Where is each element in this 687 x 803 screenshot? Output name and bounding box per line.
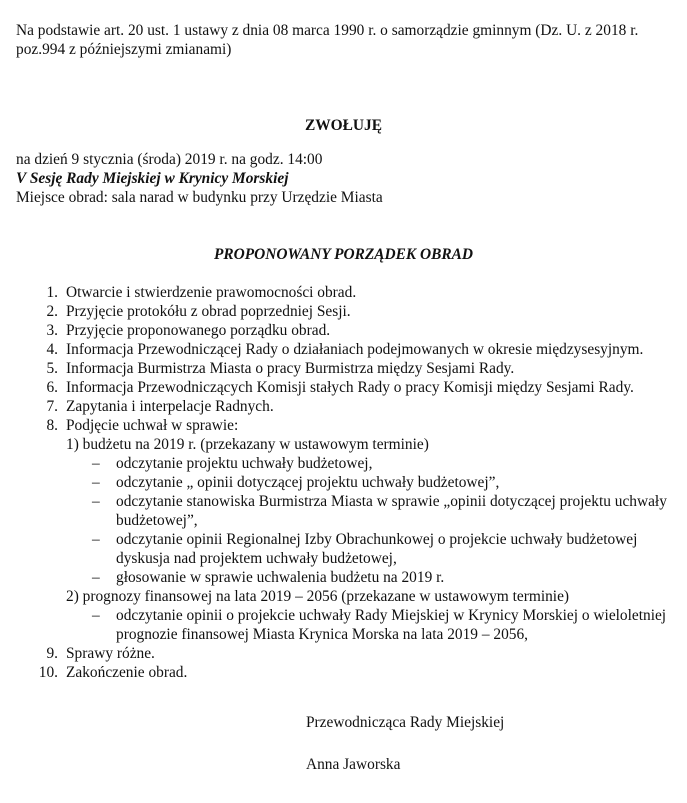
agenda-title: PROPONOWANY PORZĄDEK OBRAD <box>213 246 474 263</box>
budget-step <box>66 530 676 568</box>
session-name: V Sesję Rady Miejskiej w Krynicy Morskiej <box>16 170 289 187</box>
agenda-item-text: Otwarcie i stwierdzenie prawomocności obrad. <box>66 284 357 301</box>
dash-bullet: – <box>92 455 100 472</box>
agenda-item-number: 5. <box>46 360 58 377</box>
agenda-item-number: 3. <box>46 322 58 339</box>
forecast-step-text: odczytanie opinii o projekcie uchwały Rady Miejskiej w Krynicy Morskiej o wieloletniej prognozie finansowej Miasta Krynica Morska na lata 2019 – 2056, <box>116 607 667 643</box>
dash-bullet: – <box>92 493 100 510</box>
agenda-item-text: Podjęcie uchwał w sprawie: <box>66 417 239 434</box>
agenda-list <box>16 283 676 682</box>
signatory-role: Przewodnicząca Rady Miejskiej <box>306 714 505 731</box>
forecast-step <box>66 606 676 644</box>
agenda-item-text: Przyjęcie protokółu z obrad poprzedniej Sesji. <box>66 303 351 320</box>
budget-step-text: odczytanie „ opinii dotyczącej projektu uchwały budżetowej”, <box>116 474 500 491</box>
dash-bullet: – <box>92 531 100 548</box>
signatory-name: Anna Jaworska <box>306 756 401 773</box>
convene-heading: ZWOŁUJĘ <box>305 117 382 134</box>
legal-basis-paragraph: Na podstawie art. 20 ust. 1 ustawy z dnia 08 marca 1990 r. o samorządzie gminnym (Dz. U. z 2018 r. poz.994 z późniejszymi zmianami) <box>16 22 639 58</box>
budget-step-text: głosowanie w sprawie uchwalenia budżetu na 2019 r. <box>116 569 445 586</box>
resolution-subitem <box>66 587 676 644</box>
resolution-sublist <box>66 435 676 644</box>
resolution-subitem <box>66 435 676 587</box>
budget-step <box>66 568 676 587</box>
agenda-item-text: Przyjęcie proponowanego porządku obrad. <box>66 322 331 339</box>
dash-bullet: – <box>92 607 100 624</box>
budget-step <box>66 473 676 492</box>
agenda-item-text: Informacja Burmistrza Miasta o pracy Burmistrza między Sesjami Rady. <box>66 360 515 377</box>
agenda-item-text: Sprawy różne. <box>66 645 155 662</box>
agenda-item <box>16 359 676 378</box>
agenda-item-number: 2. <box>46 303 58 320</box>
budget-step-text: odczytanie projektu uchwały budżetowej, <box>116 455 373 472</box>
agenda-item-number: 4. <box>46 341 58 358</box>
agenda-item-text: Informacja Przewodniczących Komisji stałych Rady o pracy Komisji między Sesjami Rady. <box>66 379 634 396</box>
agenda-item-text: Zapytania i interpelacje Radnych. <box>66 398 274 415</box>
resolution-subitem-text: 1) budżetu na 2019 r. (przekazany w ustawowym terminie) <box>66 436 429 453</box>
agenda-item <box>16 378 676 397</box>
dash-bullet: – <box>92 569 100 586</box>
agenda-item-number: 10. <box>38 664 58 681</box>
forecast-steps-list <box>66 606 676 644</box>
dash-bullet: – <box>92 474 100 491</box>
session-info <box>16 150 676 207</box>
session-place: Miejsce obrad: sala narad w budynku przy Urzędzie Miasta <box>16 189 383 206</box>
agenda-item-number: 8. <box>46 417 58 434</box>
agenda-item <box>16 416 676 644</box>
budget-step-text: odczytanie opinii Regionalnej Izby Obrachunkowej o projekcie uchwały budżetowej dyskusja nad projektem uchwały budżetowej, <box>116 531 638 567</box>
budget-step <box>66 492 676 530</box>
agenda-item-number: 1. <box>46 284 58 301</box>
agenda-item <box>16 302 676 321</box>
budget-steps-list <box>66 454 676 587</box>
resolution-subitem-text: 2) prognozy finansowej na lata 2019 – 2056 (przekazane w ustawowym terminie) <box>66 588 570 605</box>
session-date-line: na dzień 9 stycznia (środa) 2019 r. na godz. 14:00 <box>16 151 323 168</box>
agenda-item <box>16 397 676 416</box>
agenda-item-text: Zakończenie obrad. <box>66 664 188 681</box>
agenda-item-text: Informacja Przewodniczącej Rady o działaniach podejmowanych w okresie międzysesyjnym. <box>66 341 644 358</box>
agenda-item <box>16 644 676 663</box>
agenda-item-number: 9. <box>46 645 58 662</box>
agenda-item <box>16 283 676 302</box>
budget-step-text: odczytanie stanowiska Burmistrza Miasta w sprawie „opinii dotyczącej projektu uchwały budżetowej”, <box>116 493 667 529</box>
agenda-item <box>16 340 676 359</box>
agenda-item-number: 7. <box>46 398 58 415</box>
budget-step <box>66 454 676 473</box>
agenda-item <box>16 321 676 340</box>
agenda-item <box>16 663 676 682</box>
agenda-item-number: 6. <box>46 379 58 396</box>
